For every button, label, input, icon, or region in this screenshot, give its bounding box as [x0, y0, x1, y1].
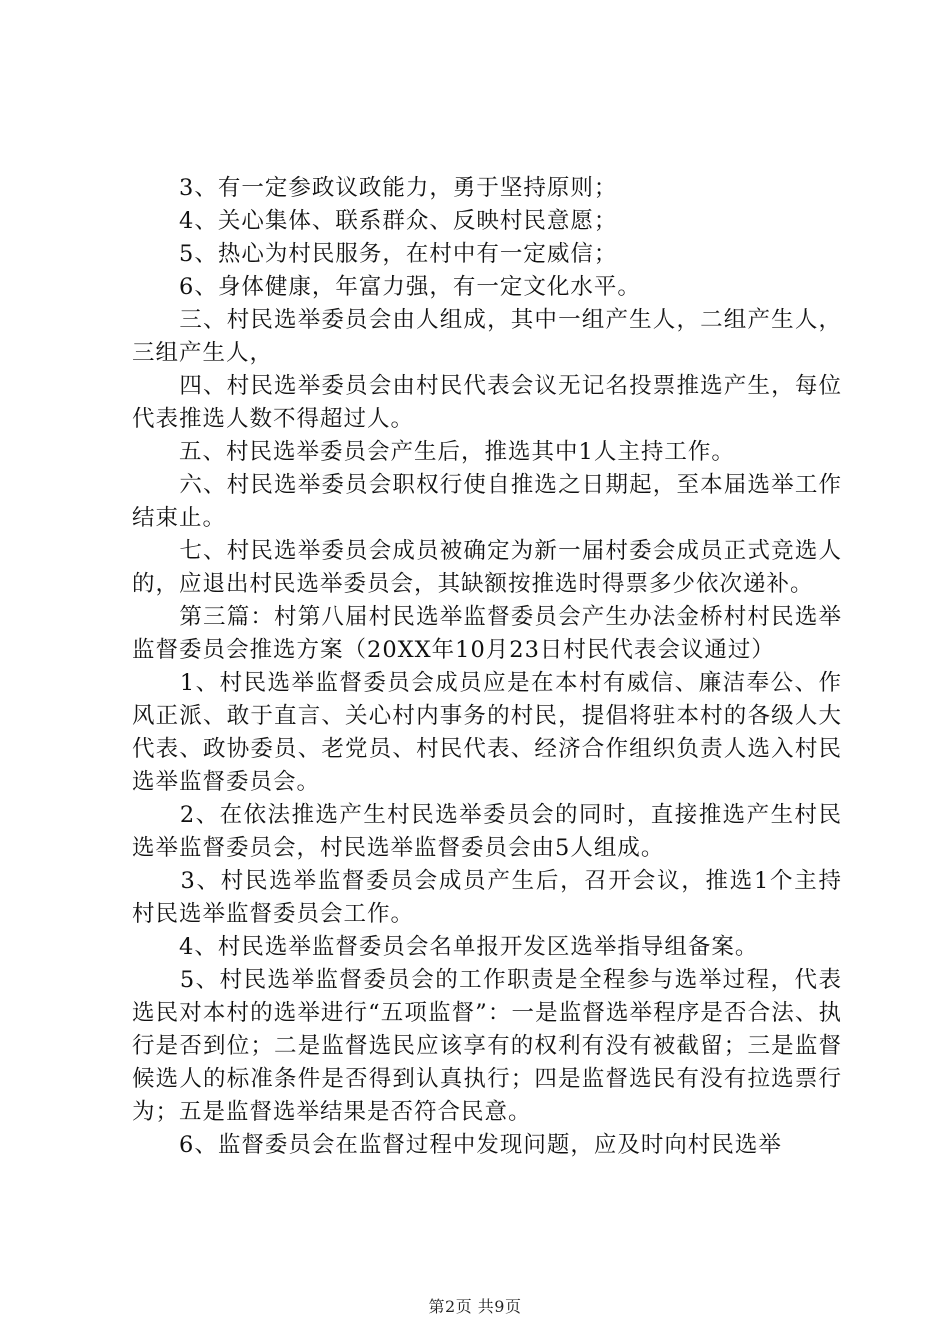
paragraph: 七、村民选举委员会成员被确定为新一届村委会成员正式竞选人的，应退出村民选举委员会，其缺额按推选时得票多少依次递补。	[132, 538, 842, 597]
paragraph: 6、监督委员会在监督过程中发现问题，应及时向村民选举	[132, 1132, 782, 1158]
paragraph: 5、村民选举监督委员会的工作职责是全程参与选举过程，代表选民对本村的选举进行“五项监督”：一是监督选举程序是否合法、执行是否到位；二是监督选民应该享有的权利有没有被截留；三是监督候选人的标准条件是否得到认真执行；四是监督选民有没有拉选票行为；五是监督选举结果是否符合民意。	[132, 967, 842, 1125]
paragraph: 三、村民选举委员会由人组成，其中一组产生人，二组产生人，三组产生人，	[132, 307, 842, 366]
document-body	[132, 172, 842, 1162]
paragraph: 1、村民选举监督委员会成员应是在本村有威信、廉洁奉公、作风正派、敢于直言、关心村内事务的村民，提倡将驻本村的各级人大代表、政协委员、老党员、村民代表、经济合作组织负责人选入村民选举监督委员会。	[132, 670, 842, 795]
paragraph: 六、村民选举委员会职权行使自推选之日期起，至本届选举工作结束止。	[132, 472, 842, 531]
page-number-footer: 第2页 共9页	[428, 1297, 522, 1316]
section-heading-paragraph: 第三篇：村第八届村民选举监督委员会产生办法金桥村村民选举监督委员会推选方案（20XX年10月23日村民代表会议通过）	[132, 604, 842, 663]
paragraph: 四、村民选举委员会由村民代表会议无记名投票推选产生，每位代表推选人数不得超过人。	[132, 373, 842, 432]
paragraph: 5、热心为村民服务，在村中有一定威信；	[132, 241, 618, 267]
paragraph: 2、在依法推选产生村民选举委员会的同时，直接推选产生村民选举监督委员会，村民选举监督委员会由5人组成。	[132, 802, 842, 861]
paragraph: 3、村民选举监督委员会成员产生后，召开会议，推选1个主持村民选举监督委员会工作。	[132, 868, 842, 927]
paragraph: 4、关心集体、联系群众、反映村民意愿；	[132, 208, 618, 234]
paragraph: 4、村民选举监督委员会名单报开发区选举指导组备案。	[132, 934, 759, 960]
paragraph: 3、有一定参政议政能力，勇于坚持原则；	[132, 175, 618, 201]
paragraph: 6、身体健康，年富力强，有一定文化水平。	[132, 274, 641, 300]
paragraph: 五、村民选举委员会产生后，推选其中1人主持工作。	[132, 439, 735, 465]
